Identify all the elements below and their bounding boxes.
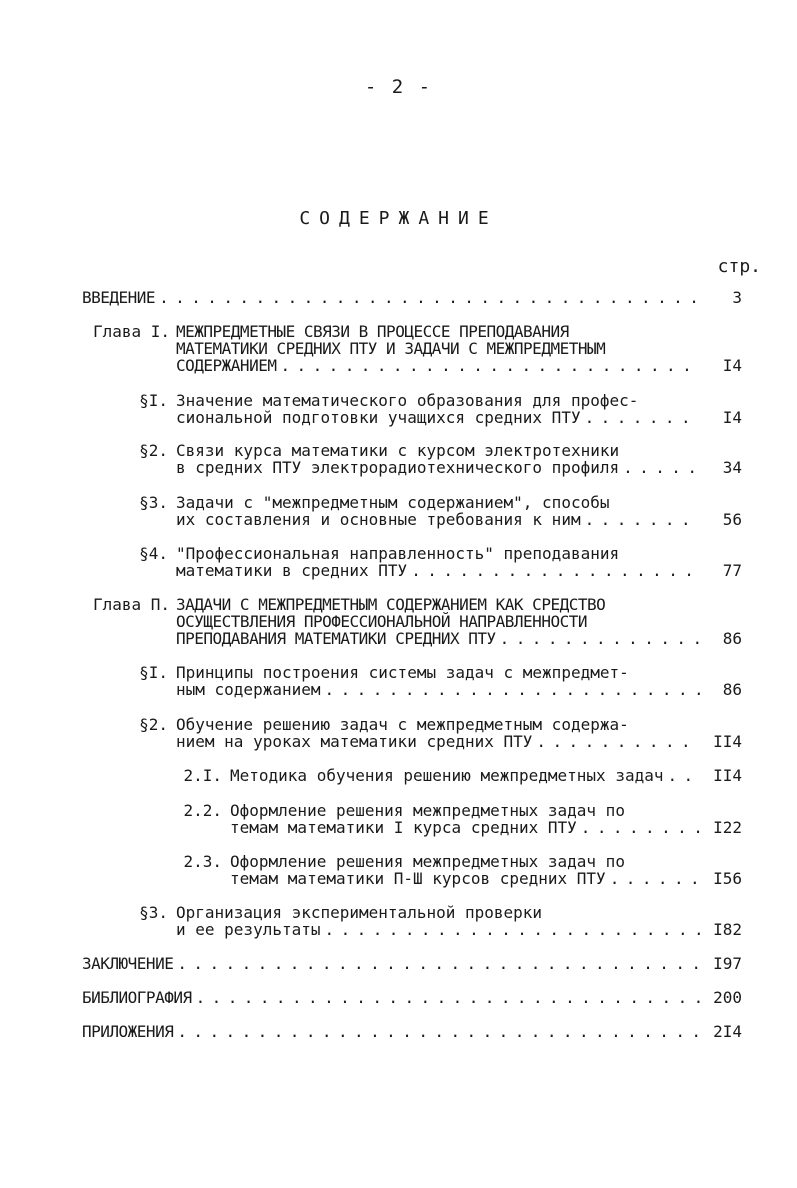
dot-leader bbox=[610, 870, 700, 887]
toc-entry-page: I4 bbox=[722, 356, 742, 375]
dot-leader bbox=[159, 289, 700, 306]
toc-entry bbox=[0, 802, 742, 836]
toc-entry bbox=[0, 767, 742, 784]
toc-entry-page: 3 bbox=[732, 288, 742, 307]
toc-entry bbox=[0, 989, 742, 1006]
toc-entry-page: 86 bbox=[722, 629, 742, 648]
toc-entry-title-line: Значение математического образования для профес- bbox=[176, 391, 639, 410]
dot-leader bbox=[325, 681, 701, 698]
toc-entry-title-line: их составления и основные требования к ним bbox=[176, 510, 581, 529]
toc-entry bbox=[0, 955, 742, 972]
toc-entry-page: II4 bbox=[713, 732, 742, 751]
dot-leader bbox=[325, 921, 701, 938]
toc-entry bbox=[0, 716, 742, 750]
toc-entry-title-line: Организация экспериментальной проверки bbox=[176, 903, 543, 922]
toc-entry-title-line: Принципы построения системы задач с межпредмет- bbox=[176, 663, 629, 682]
toc-entry-page: 34 bbox=[722, 458, 742, 477]
toc-entry bbox=[0, 1023, 742, 1040]
toc-entry-title-line: сиональной подготовки учащихся средних ПТУ bbox=[176, 408, 581, 427]
page-column-label: стр. bbox=[717, 256, 761, 277]
toc-entry-number: §4. bbox=[139, 544, 168, 563]
toc-entry-title-line: ЗАКЛЮЧЕНИЕ bbox=[82, 954, 174, 973]
toc-entry-title-line: Методика обучения решению межпредметных задач bbox=[230, 766, 664, 785]
toc-entry-title-line: Оформление решения межпредметных задач по bbox=[230, 801, 625, 820]
toc-entry-number: §2. bbox=[139, 715, 168, 734]
toc-entry-title-line: Обучение решению задач с межпредметным содержа- bbox=[176, 715, 629, 734]
toc-entry-number: Глава I. bbox=[92, 322, 170, 341]
toc-entry-number: 2.I. bbox=[183, 766, 222, 785]
toc-entry-title-line: Связи курса математики с курсом электротехники bbox=[176, 441, 620, 460]
toc-entry-title-line: ОСУЩЕСТВЛЕНИЯ ПРОФЕССИОНАЛЬНОЙ НАПРАВЛЕННОСТИ bbox=[176, 612, 587, 631]
dot-leader bbox=[411, 562, 700, 579]
toc-entry bbox=[0, 904, 742, 938]
toc-entry-page: 200 bbox=[713, 988, 742, 1007]
toc-entry-number: 2.2. bbox=[183, 801, 222, 820]
toc-entry-title-line: СОДЕРЖАНИЕМ bbox=[176, 356, 277, 375]
toc-entry-title-line: темам математики П-Ш курсов средних ПТУ bbox=[230, 869, 606, 888]
toc-entry-number: §3. bbox=[139, 903, 168, 922]
toc-entry bbox=[0, 545, 742, 579]
toc-entry-number: 2.3. bbox=[183, 852, 222, 871]
toc-entry bbox=[0, 853, 742, 887]
toc-entry-page: I4 bbox=[722, 408, 742, 427]
toc-entry-page: II4 bbox=[713, 766, 742, 785]
toc-entry-page: I22 bbox=[713, 818, 742, 837]
toc-entry-title-line: нием на уроках математики средних ПТУ bbox=[176, 732, 533, 751]
dot-leader bbox=[585, 511, 700, 528]
dot-leader bbox=[667, 767, 700, 784]
toc-entry bbox=[0, 664, 742, 698]
toc-entry-title-line: и ее результаты bbox=[176, 920, 321, 939]
dot-leader bbox=[196, 989, 700, 1006]
dot-leader bbox=[280, 357, 700, 374]
toc-entry-page: 86 bbox=[722, 680, 742, 699]
toc-entry-title-line: ЗАДАЧИ С МЕЖПРЕДМЕТНЫМ СОДЕРЖАНИЕМ КАК СРЕДСТВО bbox=[176, 595, 606, 614]
toc-entry-title-line: Оформление решения межпредметных задач по bbox=[230, 852, 625, 871]
toc-entry-page: 56 bbox=[722, 510, 742, 529]
toc-entry-number: §I. bbox=[139, 391, 168, 410]
toc-entry-page: I97 bbox=[713, 954, 742, 973]
toc-entry-title-line: ВВЕДЕНИЕ bbox=[82, 288, 156, 307]
toc-entry-page: I82 bbox=[713, 920, 742, 939]
toc-entry-title-line: МЕЖПРЕДМЕТНЫЕ СВЯЗИ В ПРОЦЕССЕ ПРЕПОДАВАНИЯ bbox=[176, 322, 569, 341]
dot-leader bbox=[623, 459, 700, 476]
dot-leader bbox=[536, 733, 700, 750]
dot-leader bbox=[581, 819, 700, 836]
toc-entry-title-line: ным содержанием bbox=[176, 680, 321, 699]
toc-entry-number: Глава П. bbox=[92, 595, 170, 614]
toc-entry bbox=[0, 494, 742, 528]
toc-entry-title-line: Задачи с "межпредметным содержанием", способы bbox=[176, 493, 610, 512]
dot-leader bbox=[585, 409, 700, 426]
toc-entry bbox=[0, 323, 742, 374]
toc-entry-title-line: ПРЕПОДАВАНИЯ МАТЕМАТИКИ СРЕДНИХ ПТУ bbox=[176, 629, 496, 648]
toc-entry-title-line: в средних ПТУ электрорадиотехнического профиля bbox=[176, 458, 620, 477]
toc-entry bbox=[0, 392, 742, 426]
toc-entry-number: §3. bbox=[139, 493, 168, 512]
toc-entry bbox=[0, 289, 742, 306]
toc-entry-title-line: ПРИЛОЖЕНИЯ bbox=[82, 1022, 174, 1041]
toc-entry-number: §2. bbox=[139, 441, 168, 460]
dot-leader bbox=[177, 955, 700, 972]
document-title: СОДЕРЖАНИЕ bbox=[299, 208, 498, 229]
toc-entry-title-line: БИБЛИОГРАФИЯ bbox=[82, 988, 192, 1007]
dot-leader bbox=[500, 630, 700, 647]
toc-entry-page: I56 bbox=[713, 869, 742, 888]
dot-leader bbox=[177, 1023, 700, 1040]
toc-entry-title-line: МАТЕМАТИКИ СРЕДНИХ ПТУ И ЗАДАЧИ С МЕЖПРЕДМЕТНЫМ bbox=[176, 339, 606, 358]
toc-entry-number: §I. bbox=[139, 663, 168, 682]
toc-entry-page: 77 bbox=[722, 561, 742, 580]
toc-entry-title-line: математики в средних ПТУ bbox=[176, 561, 408, 580]
toc-entry-title-line: темам математики I курса средних ПТУ bbox=[230, 818, 577, 837]
toc-entry bbox=[0, 442, 742, 476]
page-number: - 2 - bbox=[364, 76, 433, 98]
toc-entry-page: 2I4 bbox=[713, 1022, 742, 1041]
toc-entry bbox=[0, 596, 742, 647]
toc-entry-title-line: "Профессиональная направленность" преподавания bbox=[176, 544, 620, 563]
